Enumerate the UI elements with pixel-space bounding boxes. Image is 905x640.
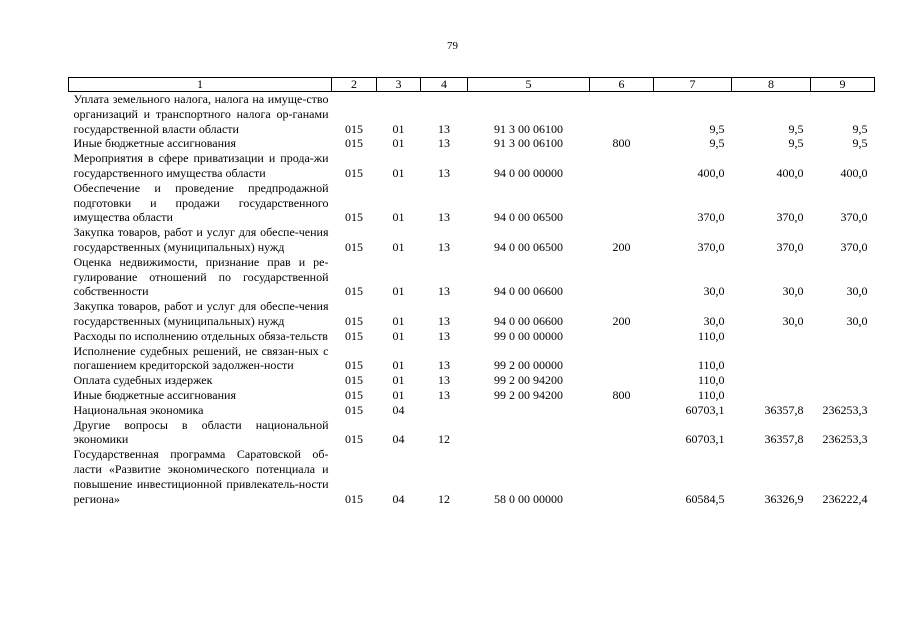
subsection-code: 12 — [438, 432, 450, 447]
amount-year-2: 400,0 — [776, 165, 804, 180]
amount-year-2 — [732, 373, 811, 388]
expense-type-code — [590, 329, 654, 344]
ministry-code: 015 — [345, 491, 363, 506]
row-description: Иные бюджетные ассигнования — [73, 387, 236, 402]
target-article-code: 94 0 00 06600 — [494, 313, 563, 328]
target-article-code: 99 2 00 94200 — [494, 373, 563, 388]
expense-type-code: 800 — [612, 387, 631, 402]
subsection-code: 13 — [438, 136, 450, 151]
amount-year-2: 36326,9 — [764, 491, 804, 506]
row-description: Расходы по исполнению отдельных обяза-тельств — [73, 328, 328, 343]
section-code: 01 — [392, 136, 405, 151]
ministry-code: 015 — [345, 239, 363, 254]
section-code: 01 — [392, 121, 405, 136]
amount-year-1: 370,0 — [697, 239, 725, 254]
amount-year-1: 9,5 — [709, 121, 725, 136]
subsection-code: 13 — [438, 121, 450, 136]
amount-year-3: 9,5 — [852, 121, 868, 136]
section-code: 01 — [392, 358, 405, 373]
table-row — [69, 255, 875, 299]
subsection-code: 13 — [438, 387, 450, 402]
row-description: Оценка недвижимости, признание прав и ре-гулирование отношений по государственной собственности — [73, 254, 329, 299]
expense-type-code — [590, 181, 654, 225]
header-cell: 2 — [332, 78, 377, 92]
table-row — [69, 225, 875, 255]
header-cell: 3 — [377, 78, 421, 92]
ministry-code: 015 — [345, 358, 363, 373]
target-article-code: 91 3 00 06100 — [494, 136, 563, 151]
amount-year-3 — [811, 373, 875, 388]
header-cell: 7 — [654, 78, 732, 92]
table-row — [69, 344, 875, 374]
budget-table — [68, 77, 875, 506]
expense-type-code: 200 — [612, 239, 631, 254]
section-code: 01 — [392, 210, 405, 225]
header-cell: 4 — [421, 78, 468, 92]
ministry-code: 015 — [345, 210, 363, 225]
section-code: 01 — [392, 165, 405, 180]
ministry-code: 015 — [345, 373, 363, 388]
subsection-code: 13 — [438, 284, 450, 299]
target-article-code — [468, 418, 590, 448]
amount-year-3: 30,0 — [846, 284, 868, 299]
amount-year-2: 9,5 — [788, 136, 804, 151]
target-article-code: 94 0 00 06500 — [494, 239, 563, 254]
amount-year-1: 60584,5 — [685, 491, 725, 506]
expense-type-code — [590, 92, 654, 137]
amount-year-2 — [732, 344, 811, 374]
table-row — [69, 136, 875, 151]
table-row — [69, 388, 875, 403]
expense-type-code — [590, 373, 654, 388]
target-article-code: 94 0 00 00000 — [494, 165, 563, 180]
table-row — [69, 403, 875, 418]
section-code: 01 — [392, 373, 405, 388]
page-number: 79 — [447, 40, 458, 52]
row-description: Уплата земельного налога, налога на имуще-ство организаций и транспортного налога ор-ганами государственной власти области — [73, 92, 329, 136]
amount-year-1: 9,5 — [709, 136, 725, 151]
amount-year-3: 9,5 — [852, 136, 868, 151]
amount-year-3: 400,0 — [840, 165, 868, 180]
amount-year-3: 236253,3 — [822, 432, 868, 447]
amount-year-2 — [732, 329, 811, 344]
section-code: 04 — [392, 491, 405, 506]
expense-type-code — [590, 151, 654, 181]
ministry-code: 015 — [345, 284, 363, 299]
amount-year-1: 400,0 — [697, 165, 725, 180]
row-description: Обеспечение и проведение предпродажной подготовки и продажи государственного имущества области — [73, 180, 329, 225]
amount-year-3: 236253,3 — [822, 402, 868, 417]
row-description: Исполнение судебных решений, не связан-ных с погашением кредиторской задолжен-ности — [73, 343, 329, 373]
ministry-code: 015 — [345, 387, 363, 402]
subsection-code: 13 — [438, 358, 450, 373]
amount-year-2: 30,0 — [782, 284, 804, 299]
amount-year-3: 370,0 — [840, 210, 868, 225]
amount-year-2: 36357,8 — [764, 402, 804, 417]
table-row — [69, 329, 875, 344]
amount-year-2: 9,5 — [788, 121, 804, 136]
row-description: Государственная программа Саратовской об-ласти «Развитие экономического потенциала и повышение инвестиционной привлекатель-ности региона» — [73, 447, 329, 506]
expense-type-code — [590, 255, 654, 299]
ministry-code: 015 — [345, 328, 363, 343]
row-description: Другие вопросы в области национальной экономики — [73, 417, 329, 447]
target-article-code: 91 3 00 06100 — [494, 121, 563, 136]
expense-type-code — [590, 403, 654, 418]
amount-year-2: 30,0 — [782, 313, 804, 328]
table-row — [69, 447, 875, 506]
section-code: 01 — [392, 387, 405, 402]
header-cell: 8 — [732, 78, 811, 92]
amount-year-2: 370,0 — [776, 210, 804, 225]
row-description: Мероприятия в сфере приватизации и прода-жи государственного имущества области — [73, 151, 329, 180]
table-row — [69, 418, 875, 448]
amount-year-2: 370,0 — [776, 239, 804, 254]
row-description: Закупка товаров, работ и услуг для обеспе-чения государственных (муниципальных) нужд — [73, 225, 329, 254]
subsection-code: 13 — [438, 210, 450, 225]
subsection-code: 12 — [438, 491, 450, 506]
amount-year-3 — [811, 329, 875, 344]
target-article-code: 99 0 00 00000 — [494, 328, 563, 343]
table-row — [69, 151, 875, 181]
target-article-code: 99 2 00 94200 — [494, 387, 563, 402]
amount-year-1: 110,0 — [697, 358, 725, 373]
table-row — [69, 181, 875, 225]
target-article-code: 58 0 00 00000 — [494, 491, 563, 506]
amount-year-1: 60703,1 — [685, 432, 725, 447]
amount-year-1: 370,0 — [697, 210, 725, 225]
section-code: 01 — [392, 313, 405, 328]
amount-year-2 — [732, 388, 811, 403]
subsection-code — [421, 403, 468, 418]
section-code: 01 — [392, 284, 405, 299]
subsection-code: 13 — [438, 328, 450, 343]
header-cell: 5 — [468, 78, 590, 92]
ministry-code: 015 — [345, 136, 363, 151]
target-article-code: 94 0 00 06600 — [494, 284, 563, 299]
amount-year-3: 30,0 — [846, 313, 868, 328]
target-article-code: 99 2 00 00000 — [494, 358, 563, 373]
section-code: 01 — [392, 239, 405, 254]
amount-year-3: 370,0 — [840, 239, 868, 254]
table-body — [69, 92, 875, 507]
expense-type-code: 200 — [612, 313, 631, 328]
ministry-code: 015 — [345, 121, 363, 136]
table-row — [69, 299, 875, 329]
amount-year-2: 36357,8 — [764, 432, 804, 447]
subsection-code: 13 — [438, 373, 450, 388]
amount-year-3 — [811, 344, 875, 374]
table-row — [69, 373, 875, 388]
header-cell: 1 — [69, 78, 332, 92]
subsection-code: 13 — [438, 165, 450, 180]
amount-year-1: 30,0 — [703, 284, 725, 299]
section-code: 01 — [392, 328, 405, 343]
target-article-code — [468, 403, 590, 418]
ministry-code: 015 — [345, 432, 363, 447]
header-cell: 9 — [811, 78, 875, 92]
header-cell: 6 — [590, 78, 654, 92]
amount-year-1: 110,0 — [697, 328, 725, 343]
row-description: Оплата судебных издержек — [73, 373, 213, 388]
ministry-code: 015 — [345, 313, 363, 328]
table-header — [69, 78, 875, 92]
target-article-code: 94 0 00 06500 — [494, 210, 563, 225]
amount-year-1: 110,0 — [697, 387, 725, 402]
expense-type-code: 800 — [612, 136, 631, 151]
subsection-code: 13 — [438, 239, 450, 254]
ministry-code: 015 — [345, 165, 363, 180]
subsection-code: 13 — [438, 313, 450, 328]
amount-year-1: 60703,1 — [685, 402, 725, 417]
row-description: Иные бюджетные ассигнования — [73, 136, 236, 151]
section-code: 04 — [392, 402, 405, 417]
amount-year-1: 110,0 — [697, 373, 725, 388]
expense-type-code — [590, 344, 654, 374]
amount-year-3 — [811, 388, 875, 403]
ministry-code: 015 — [345, 402, 363, 417]
section-code: 04 — [392, 432, 405, 447]
row-description: Закупка товаров, работ и услуг для обеспе-чения государственных (муниципальных) нужд — [73, 299, 329, 328]
row-description: Национальная экономика — [73, 402, 204, 417]
amount-year-3: 236222,4 — [822, 491, 868, 506]
expense-type-code — [590, 418, 654, 448]
table-row — [69, 92, 875, 137]
amount-year-1: 30,0 — [703, 313, 725, 328]
expense-type-code — [590, 447, 654, 506]
